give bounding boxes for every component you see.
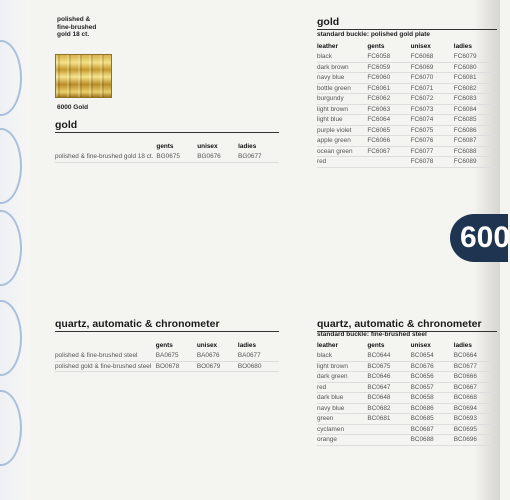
article-code: BC0695 bbox=[454, 424, 497, 435]
article-code: FC6082 bbox=[454, 83, 497, 94]
article-code: FC6071 bbox=[411, 83, 454, 94]
swatch-caption-line: gold 18 ct. bbox=[57, 31, 90, 38]
article-code: BG0677 bbox=[238, 152, 279, 162]
table-row bbox=[55, 152, 279, 162]
article-code: BC0682 bbox=[367, 403, 410, 414]
article-code: FC6060 bbox=[367, 73, 410, 84]
article-code: FC6077 bbox=[411, 146, 454, 157]
table-row bbox=[317, 382, 497, 393]
article-code: BG0676 bbox=[197, 152, 238, 162]
row-label: red bbox=[317, 382, 367, 393]
column-header: ladies bbox=[453, 42, 472, 50]
column-header: gents bbox=[367, 341, 385, 349]
table-row bbox=[317, 157, 497, 168]
table-row bbox=[317, 52, 497, 62]
column-header: unisex bbox=[410, 341, 431, 349]
table-row bbox=[317, 62, 497, 73]
quartz-left-title: quartz, automatic & chronometer bbox=[55, 318, 279, 332]
article-code: FC6081 bbox=[454, 73, 497, 84]
article-code: FC6059 bbox=[367, 62, 410, 73]
article-code: BO0678 bbox=[156, 361, 197, 372]
article-code: BC0656 bbox=[411, 372, 454, 383]
article-code: FC6089 bbox=[454, 157, 497, 168]
row-label: dark brown bbox=[317, 62, 367, 73]
table-row bbox=[55, 351, 279, 361]
article-code: BC0685 bbox=[411, 414, 454, 425]
article-code: FC6078 bbox=[411, 157, 454, 168]
article-code: BC0694 bbox=[454, 403, 497, 414]
article-code: BC0648 bbox=[367, 393, 410, 404]
column-header: gents bbox=[155, 341, 173, 349]
article-code: BC0687 bbox=[411, 424, 454, 435]
article-code: FC6076 bbox=[411, 136, 454, 147]
article-code: BC0664 bbox=[454, 351, 497, 361]
article-code: BA0676 bbox=[197, 351, 238, 361]
article-code: FC6064 bbox=[367, 115, 410, 126]
row-label: red bbox=[317, 157, 367, 168]
column-header: ladies bbox=[237, 341, 257, 349]
table-row bbox=[317, 136, 497, 147]
table-header-row bbox=[55, 340, 279, 351]
quartz-right-subtitle: standard buckle: fine-brushed steel bbox=[317, 331, 427, 338]
table-row bbox=[317, 435, 497, 446]
article-code: BC0658 bbox=[411, 393, 454, 404]
column-header: gents bbox=[156, 142, 174, 150]
gold-right-table bbox=[317, 41, 497, 168]
column-header: unisex bbox=[197, 142, 218, 150]
row-label: black bbox=[317, 351, 367, 361]
row-label: bottle green bbox=[317, 83, 367, 94]
table-row bbox=[317, 125, 497, 136]
table-row bbox=[317, 372, 497, 383]
row-label: dark blue bbox=[317, 393, 367, 404]
article-code: BC0686 bbox=[411, 403, 454, 414]
article-code: BC0644 bbox=[367, 351, 410, 361]
gold-left-table bbox=[55, 141, 279, 163]
article-code: BC0681 bbox=[367, 414, 410, 425]
row-label: cyclamen bbox=[317, 424, 367, 435]
article-code: FC6065 bbox=[367, 125, 410, 136]
column-header: leather bbox=[317, 42, 338, 50]
article-code: FC6067 bbox=[367, 146, 410, 157]
article-code: BC0654 bbox=[411, 351, 454, 361]
row-label: polished & fine-brushed steel bbox=[55, 351, 156, 361]
row-label: ocean green bbox=[317, 146, 367, 157]
table-header-row bbox=[55, 141, 279, 152]
article-code: FC6075 bbox=[411, 125, 454, 136]
row-label: purple violet bbox=[317, 125, 367, 136]
column-header: ladies bbox=[453, 341, 472, 349]
quartz-left-table bbox=[55, 340, 279, 372]
page-tab[interactable] bbox=[450, 214, 508, 262]
article-code bbox=[367, 435, 410, 446]
article-code: BC0675 bbox=[367, 361, 410, 372]
table-row bbox=[317, 115, 497, 126]
swatch-caption-line: polished & bbox=[57, 16, 91, 23]
article-code: BC0688 bbox=[411, 435, 454, 446]
row-label: black bbox=[317, 52, 367, 62]
article-code: BC0668 bbox=[454, 393, 497, 404]
row-label: light brown bbox=[317, 104, 367, 115]
table-row bbox=[317, 104, 497, 115]
column-header bbox=[55, 340, 156, 351]
table-row bbox=[317, 351, 497, 361]
row-label: navy blue bbox=[317, 73, 367, 84]
table-header-row bbox=[317, 340, 497, 351]
gold-right-subtitle: standard buckle: polished gold plate bbox=[317, 31, 431, 38]
article-code: BC0696 bbox=[454, 435, 497, 446]
article-code: BA0675 bbox=[156, 351, 197, 361]
row-label: polished gold & fine-brushed steel bbox=[55, 361, 156, 372]
article-code: BC0666 bbox=[454, 372, 497, 383]
article-code: BC0646 bbox=[367, 372, 410, 383]
table-row bbox=[55, 361, 279, 372]
table-row bbox=[317, 94, 497, 105]
gold-bracelet-swatch bbox=[55, 54, 112, 98]
table-row bbox=[317, 414, 497, 425]
table-row bbox=[317, 146, 497, 157]
article-code: BC0647 bbox=[367, 382, 410, 393]
swatch-caption-line: fine-brushed bbox=[57, 23, 97, 31]
swatch-caption bbox=[57, 16, 96, 39]
article-code: FC6073 bbox=[411, 104, 454, 115]
column-header: leather bbox=[317, 341, 338, 349]
gold-right-title: gold bbox=[317, 16, 497, 30]
page-tab-number: 600 bbox=[460, 221, 510, 254]
article-code: FC6074 bbox=[411, 115, 454, 126]
table-row bbox=[317, 73, 497, 84]
article-code: BC0677 bbox=[454, 361, 497, 372]
quartz-right-title: quartz, automatic & chronometer bbox=[317, 318, 497, 332]
article-code: FC6058 bbox=[367, 52, 410, 62]
article-code: FC6086 bbox=[454, 125, 497, 136]
article-code: FC6088 bbox=[454, 146, 497, 157]
quartz-right-table bbox=[317, 340, 497, 446]
row-label: light blue bbox=[317, 115, 367, 126]
table-row bbox=[317, 403, 497, 414]
row-label: green bbox=[317, 414, 367, 425]
article-code: FC6069 bbox=[411, 62, 454, 73]
article-code: FC6083 bbox=[454, 94, 497, 105]
article-code: FC6079 bbox=[454, 52, 497, 62]
gold-left-title: gold bbox=[55, 119, 279, 133]
article-code: FC6070 bbox=[411, 73, 454, 84]
row-label: orange bbox=[317, 435, 367, 446]
article-code: BG0675 bbox=[156, 152, 197, 162]
row-label: polished & fine-brushed gold 18 ct. bbox=[55, 152, 156, 162]
article-code: BC0667 bbox=[454, 382, 497, 393]
article-code: BO0680 bbox=[238, 361, 279, 372]
table-row bbox=[317, 393, 497, 404]
column-header: unisex bbox=[410, 42, 431, 50]
column-header bbox=[55, 141, 156, 152]
table-row bbox=[317, 83, 497, 94]
article-code: FC6072 bbox=[411, 94, 454, 105]
article-code: FC6066 bbox=[367, 136, 410, 147]
article-code: FC6068 bbox=[411, 52, 454, 62]
article-code: FC6061 bbox=[367, 83, 410, 94]
column-header: ladies bbox=[238, 142, 257, 150]
row-label: dark green bbox=[317, 372, 367, 383]
swatch-code: 6000 Gold bbox=[57, 104, 89, 111]
article-code bbox=[367, 424, 410, 435]
article-code: BO0679 bbox=[197, 361, 238, 372]
row-label: apple green bbox=[317, 136, 367, 147]
table-row bbox=[317, 361, 497, 372]
row-label: light brown bbox=[317, 361, 367, 372]
article-code bbox=[367, 157, 410, 168]
article-code: BC0676 bbox=[411, 361, 454, 372]
article-code: BA0677 bbox=[238, 351, 279, 361]
article-code: BC0657 bbox=[411, 382, 454, 393]
article-code: FC6085 bbox=[454, 115, 497, 126]
article-code: FC6084 bbox=[454, 104, 497, 115]
column-header: unisex bbox=[196, 341, 218, 349]
article-code: BC0693 bbox=[454, 414, 497, 425]
table-header-row bbox=[317, 41, 497, 52]
article-code: FC6087 bbox=[454, 136, 497, 147]
row-label: navy blue bbox=[317, 403, 367, 414]
article-code: FC6080 bbox=[454, 62, 497, 73]
article-code: FC6062 bbox=[367, 94, 410, 105]
column-header: gents bbox=[367, 42, 385, 50]
table-row bbox=[317, 424, 497, 435]
row-label: burgundy bbox=[317, 94, 367, 105]
article-code: FC6063 bbox=[367, 104, 410, 115]
